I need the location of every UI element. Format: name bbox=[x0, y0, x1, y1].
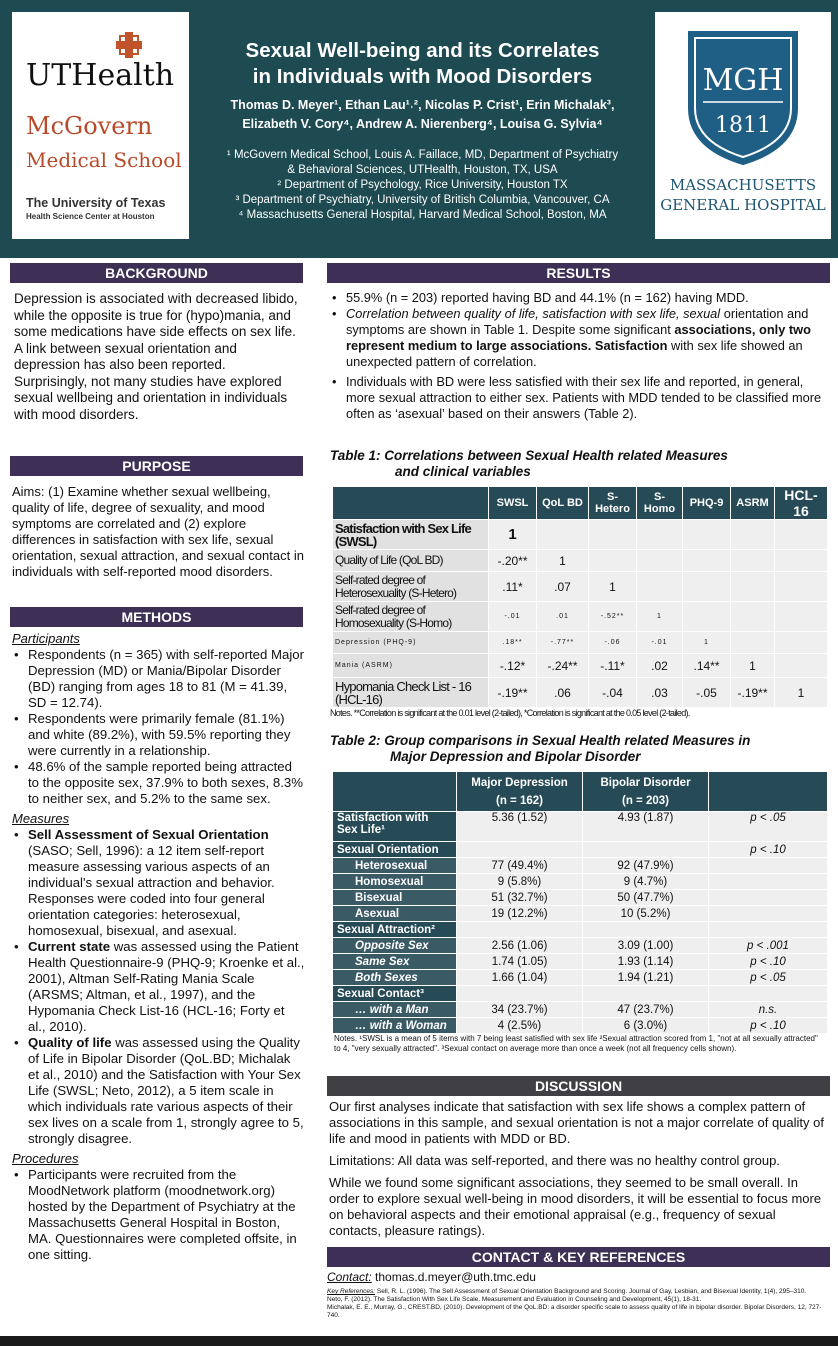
table1-caption: Table 1: Correlations between Sexual Health related Measures and clinical variables bbox=[330, 448, 728, 479]
table-cell: 2.56 (1.06) bbox=[457, 938, 583, 954]
list-item: • Respondents (n = 365) with self-reported Major Depression (MD) or Mania/Bipolar Disorder (BD) ranging from ages 18 to 81 (M = 41.39, SD = 12.74). bbox=[12, 647, 305, 711]
table-cell: 9 (5.8%) bbox=[457, 874, 583, 890]
table-cell: p < .05 bbox=[709, 970, 828, 986]
table2-col-md: Major Depression (n = 162) bbox=[457, 772, 583, 812]
discussion-body: Our first analyses indicate that satisfaction with sex life shows a complex pattern of associations in this sample, and sexual orientation is not a major correlate of quality of life and mood in patients with MDD or BD. Limitations: All data was self-reported, and there was no healthy control group. While we found some significant associations, they seemed to be small overall. In order to explore sexual well-being in mood disorders, it will be essential to focus more on behavioral aspects and their emotional appraisal (e.g., frequency of sexual contacts, pleasure ratings). bbox=[329, 1099, 824, 1238]
table1-notes: Notes. **Correlation is significant at the 0.01 level (2-tailed), *Correlation is significant at the 0.05 level (2-tailed). bbox=[330, 708, 690, 718]
table-row: Quality of Life (QoL BD) -.20** 1 bbox=[333, 550, 828, 572]
table-cell: 19 (12.2%) bbox=[457, 906, 583, 922]
table-cell bbox=[457, 986, 583, 1002]
table-cell: 1.94 (1.21) bbox=[583, 970, 709, 986]
row-label: Bisexual bbox=[333, 890, 457, 906]
contact-body: Contact: thomas.d.meyer@uth.tmc.edu bbox=[327, 1270, 536, 1284]
table-cell: 3.09 (1.00) bbox=[583, 938, 709, 954]
measures-subheading: Measures bbox=[12, 811, 70, 826]
list-item: • Sell Assessment of Sexual Orientation (SASO; Sell, 1996): a 12 item self-report measure assessing various aspects of an individual's sexual attraction and behavior. Responses were coded into four general orientation categories: heterosexual, homosexual, bisexual, and asexual. bbox=[12, 827, 305, 939]
svg-text:MGH: MGH bbox=[702, 63, 784, 98]
background-text: Depression is associated with decreased libido, while the opposite is true for (hypo)mania, and some medications have side effects on sex life. A link between sexual orientation and depression has also been reported. Surprisingly, not many studies have explored sexual wellbeing and orientation in individuals with mood disorders. bbox=[14, 291, 298, 422]
list-item: • Quality of life was assessed using the Quality of Life in Bipolar Disorder (QoL.BD; Michalak et al., 2010) and the Satisfaction with Your Sex Life (SWSL; Neto, 2012), a 5 item scale in which individuals rate various aspects of their sex lives on a scale from 1, strongly agree to 5, strongly disagree. bbox=[12, 1035, 305, 1147]
table-cell: n.s. bbox=[709, 1002, 828, 1018]
procedures-list bbox=[12, 1167, 305, 1263]
table-row bbox=[333, 906, 828, 922]
ut-text: The University of Texas bbox=[26, 196, 166, 210]
row-label: … with a Woman bbox=[333, 1018, 457, 1034]
poster-affiliations: ¹ McGovern Medical School, Louis A. Faillace, MD, Department of Psychiatry & Behavioral Sciences, UTHealth, Houston, TX, USA ² Department of Psychology, Rice University, Houston TX ³ Department of Psychiatry, University of British Columbia, Vancouver, CA ⁴ Massachusetts General Hospital, Harvard Medical School, Boston, MA bbox=[226, 149, 619, 221]
table-cell: 4 (2.5%) bbox=[457, 1018, 583, 1034]
table-row bbox=[333, 1002, 828, 1018]
table-cell: 51 (32.7%) bbox=[457, 890, 583, 906]
poster-authors: Thomas D. Meyer¹, Ethan Lau¹˒², Nicolas P. Crist¹, Erin Michalak³, Elizabeth V. Cory⁴, Andrew A. Nierenberg⁴, Louisa G. Sylvia⁴ bbox=[230, 98, 615, 131]
contact-email: thomas.d.meyer@uth.tmc.edu bbox=[371, 1270, 536, 1284]
measures-list bbox=[12, 827, 305, 1147]
table-row: Mania (ASRM) -.12* -.24** -.11* .02 .14** 1 bbox=[333, 654, 828, 678]
uthealth-wordmark: UTHealth bbox=[26, 58, 175, 93]
table-row bbox=[333, 938, 828, 954]
table-cell bbox=[709, 922, 828, 938]
poster-header bbox=[0, 0, 838, 258]
table-cell bbox=[709, 890, 828, 906]
purpose-text: Aims: (1) Examine whether sexual wellbeing, quality of life, degree of sexuality, and mood symptoms are correlated and (2) explore differences in satisfaction with sex life, sexual orientation, sexual attraction, and sexual contact in individuals with self-reported mood disorders. bbox=[12, 484, 304, 579]
table1-col-header: PHQ-9 bbox=[683, 487, 731, 520]
table1-col-header: QoL BD bbox=[537, 487, 589, 520]
table-row: Satisfaction with Sex Life (SWSL) 1 bbox=[333, 520, 828, 550]
participants-subheading: Participants bbox=[12, 631, 80, 646]
table-cell: 1.66 (1.04) bbox=[457, 970, 583, 986]
row-label: … with a Man bbox=[333, 1002, 457, 1018]
table-row bbox=[333, 1018, 828, 1034]
uthealth-logo bbox=[12, 12, 189, 239]
table-cell bbox=[709, 874, 828, 890]
discussion-heading: DISCUSSION bbox=[327, 1076, 830, 1096]
list-item: • Individuals with BD were less satisfied with their sex life and reported, in general, more sexual attraction to either sex. Patients with MDD tended to be classified more often as ‘asexual’ based on their answers (Table 2). bbox=[330, 374, 830, 422]
results-heading: RESULTS bbox=[327, 263, 830, 283]
row-label: Homosexual bbox=[333, 874, 457, 890]
table-cell bbox=[709, 858, 828, 874]
table-cell: 1.74 (1.05) bbox=[457, 954, 583, 970]
row-label: Sexual Attraction² bbox=[333, 922, 457, 938]
methods-heading: METHODS bbox=[10, 607, 303, 627]
table-cell: 77 (49.4%) bbox=[457, 858, 583, 874]
table-cell: 34 (23.7%) bbox=[457, 1002, 583, 1018]
table-cell: 5.36 (1.52) bbox=[457, 812, 583, 842]
table-row bbox=[333, 842, 828, 858]
table-cell: 4.93 (1.87) bbox=[583, 812, 709, 842]
list-item: • Correlation between quality of life, satisfaction with sex life, sexual orientation and symptoms are shown in Table 1. Despite some significant associations, only two represent medium to large associations. Satisfaction with sex life showed an unexpected pattern of correlation. bbox=[330, 306, 830, 370]
row-label: Sexual Orientation bbox=[333, 842, 457, 858]
list-item: • Participants were recruited from the MoodNetwork platform (moodnetwork.org) hosted by the Department of Psychiatry at the Massachusetts General Hospital in Boston, MA. Questionnaires were completed offsite, in one sitting. bbox=[12, 1167, 305, 1263]
table-cell: p < .10 bbox=[709, 842, 828, 858]
table-cell: 9 (4.7%) bbox=[583, 874, 709, 890]
results-body bbox=[330, 290, 830, 422]
table1-col-header: HCL-16 bbox=[775, 487, 828, 520]
table-cell bbox=[583, 986, 709, 1002]
table-row bbox=[333, 970, 828, 986]
table-cell bbox=[709, 986, 828, 1002]
table-cell bbox=[583, 842, 709, 858]
row-label: Opposite Sex bbox=[333, 938, 457, 954]
table1-col-header: SWSL bbox=[489, 487, 537, 520]
table1 bbox=[332, 486, 828, 708]
poster-title: Sexual Well-being and its Correlates in Individuals with Mood Disorders bbox=[245, 39, 600, 88]
table-cell: 50 (47.7%) bbox=[583, 890, 709, 906]
table2-body bbox=[333, 812, 828, 1034]
table-cell bbox=[583, 922, 709, 938]
table-cell: 47 (23.7%) bbox=[583, 1002, 709, 1018]
table1-col-header: S-Hetero bbox=[589, 487, 637, 520]
hsc-text: Health Science Center at Houston bbox=[26, 212, 155, 221]
table-cell: p < .10 bbox=[709, 954, 828, 970]
methods-body bbox=[12, 631, 305, 1263]
table-cell: 6 (3.0%) bbox=[583, 1018, 709, 1034]
table-row bbox=[333, 986, 828, 1002]
table2 bbox=[332, 771, 828, 1034]
table-cell: 92 (47.9%) bbox=[583, 858, 709, 874]
table-cell: 10 (5.2%) bbox=[583, 906, 709, 922]
table-row bbox=[333, 812, 828, 842]
table-row: Self-rated degree of Heterosexuality (S-Hetero) .11* .07 1 bbox=[333, 572, 828, 602]
row-label: Same Sex bbox=[333, 954, 457, 970]
contact-heading: CONTACT & KEY REFERENCES bbox=[327, 1247, 830, 1267]
svg-text:1811: 1811 bbox=[715, 113, 771, 138]
table2-notes: Notes. ¹SWSL is a mean of 5 items with 7 being least satisfied with sex life ²Sexual attraction scored from 1, "not at all sexually attracted" to 4, "very sexually attracted". ³Sexual contact on average more than once a week (not all frequency cells shown). bbox=[334, 1034, 818, 1053]
row-label: Sexual Contact³ bbox=[333, 986, 457, 1002]
row-label: Heterosexual bbox=[333, 858, 457, 874]
medical-school-wordmark: Medical School bbox=[26, 148, 182, 172]
list-item: • 48.6% of the sample reported being attracted to the opposite sex, 37.9% to both sexes, 8.3% to neither sex, and 5.2% to the same sex. bbox=[12, 759, 305, 807]
table1-col-header: ASRM bbox=[731, 487, 775, 520]
list-item: • Current state was assessed using the Patient Health Questionnaire-9 (PHQ-9; Kroenke et al., 2001), Altman Self-Rating Mania Scale (ARSMS; Altman, et al., 1997), and the Hypomania Check List-16 (HCL-16; Forty et al., 2010). bbox=[12, 939, 305, 1035]
mgh-name-line1: MASSACHUSETTS bbox=[669, 176, 817, 194]
table2-caption: Table 2: Group comparisons in Sexual Health related Measures in Major Depression and Bipolar Disorder bbox=[330, 733, 751, 764]
row-label: Satisfaction with Sex Life¹ bbox=[333, 812, 457, 842]
table-row bbox=[333, 954, 828, 970]
procedures-subheading: Procedures bbox=[12, 1151, 79, 1166]
background-heading: BACKGROUND bbox=[10, 263, 303, 283]
purpose-heading: PURPOSE bbox=[10, 456, 303, 476]
row-label: Both Sexes bbox=[333, 970, 457, 986]
mgh-name-line2: GENERAL HOSPITAL bbox=[660, 196, 826, 214]
row-label: Asexual bbox=[333, 906, 457, 922]
table-cell: p < .05 bbox=[709, 812, 828, 842]
table-cell: p < .001 bbox=[709, 938, 828, 954]
references: Key References: Sell, R. L. (1996). The Sell Assessment of Sexual Orientation Background and Scoring. Journal of Gay, Lesbian, and Bisexual Identity, 1(4), 295–310. Neto, F. (2012). The Satisfaction With Sex Life Scale. Measurement and Evaluation in Counseling and Development, 45(1), 18-31. Michalak, E. E., Murray, G., CREST.BD, (2010). Development of the QoL.BD: a disorder specific scale to assess quality of life in bipolar disorder. Bipolar Disorders, 12, 727-740. bbox=[327, 1288, 822, 1319]
list-item: • 55.9% (n = 203) reported having BD and 44.1% (n = 162) having MDD. bbox=[330, 290, 830, 306]
table-cell: p < .10 bbox=[709, 1018, 828, 1034]
table-cell bbox=[457, 922, 583, 938]
bottom-bar bbox=[0, 1336, 838, 1346]
table-cell bbox=[709, 906, 828, 922]
table-row bbox=[333, 890, 828, 906]
table-row bbox=[333, 874, 828, 890]
mgh-shield-icon bbox=[685, 28, 801, 168]
mcgovern-wordmark: McGovern bbox=[26, 112, 153, 140]
table2-col-bd: Bipolar Disorder (n = 203) bbox=[583, 772, 709, 812]
mgh-logo bbox=[655, 12, 831, 239]
table-row bbox=[333, 858, 828, 874]
uthealth-emblem-icon bbox=[116, 32, 142, 58]
table-row: Self-rated degree of Homosexuality (S-Homo) -.01 .01 -.52** 1 bbox=[333, 602, 828, 632]
list-item: • Respondents were primarily female (81.1%) and white (89.2%), with 59.5% reporting they were currently in a relationship. bbox=[12, 711, 305, 759]
participants-list bbox=[12, 647, 305, 807]
table-row: Hypomania Check List - 16 (HCL-16) -.19** .06 -.04 .03 -.05 -.19** 1 bbox=[333, 678, 828, 708]
table1-col-header: S-Homo bbox=[637, 487, 683, 520]
table-row bbox=[333, 922, 828, 938]
table-row: Depression (PHQ-9) .18** -.77** -.06 -.01 1 bbox=[333, 632, 828, 654]
table-cell: 1.93 (1.14) bbox=[583, 954, 709, 970]
table-cell bbox=[457, 842, 583, 858]
